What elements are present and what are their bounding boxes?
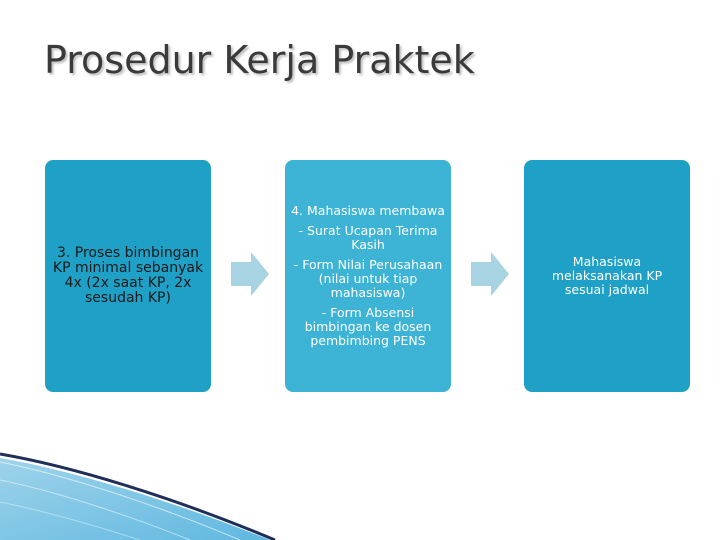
step-2-item-2: - Form Nilai Perusahaan (nilai untuk tiap mahasiswa) [293,257,443,300]
step-box-1 [45,160,211,392]
decorative-corner-swoosh [0,440,300,540]
step-1-text: 3. Proses bimbingan KP minimal sebanyak 4x (2x saat KP, 2x sesudah KP) [52,245,204,306]
step-2-item-3: - Form Absensi bimbingan ke dosen pembimbing PENS [304,305,432,348]
arrow-right-icon [471,252,509,296]
arrow-right-icon [231,252,269,296]
step-2-item-1: - Surat Ucapan Terima Kasih [298,223,438,252]
slide-title: Prosedur Kerja Praktek [44,38,475,82]
step-3-text: Mahasiswa melaksanakan KP sesuai jadwal [551,254,663,297]
step-2-heading: 4. Mahasiswa membawa [291,203,445,218]
step-box-2 [285,160,451,392]
step-box-3 [524,160,690,392]
